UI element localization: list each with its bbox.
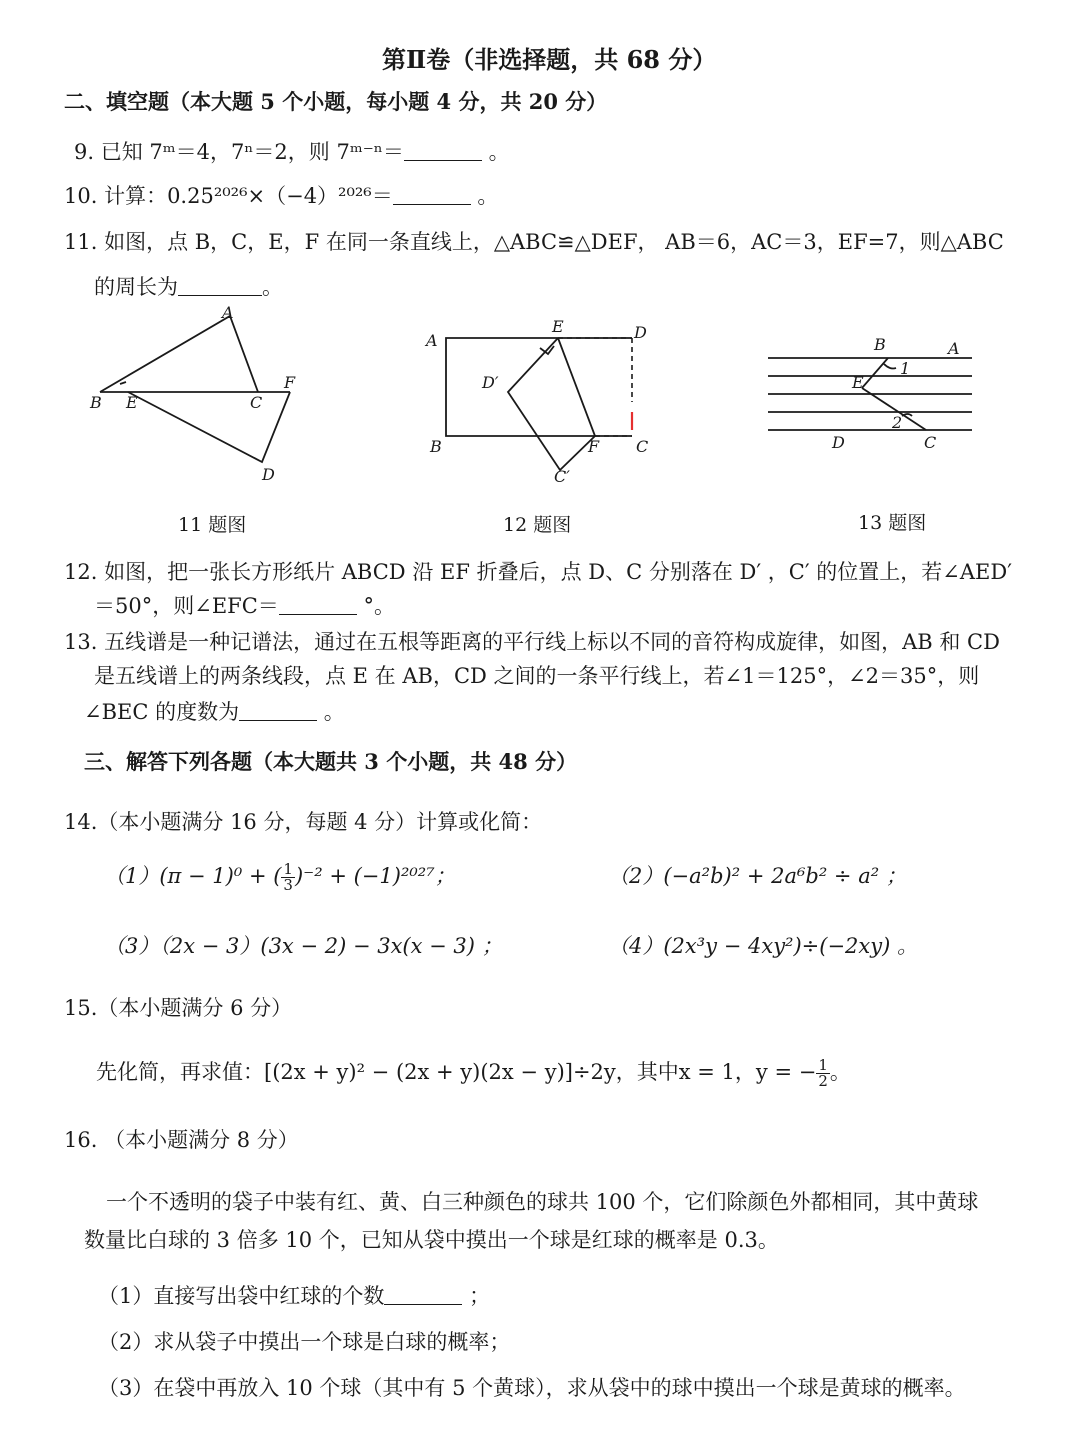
fig13-label-d: D — [832, 433, 845, 452]
question-13-line3-text: ∠BEC 的度数为 — [84, 700, 240, 724]
fig12-label-c: C — [636, 437, 649, 456]
angle-1-arc — [884, 364, 896, 369]
section-solve-heading: 三、解答下列各题（本大题共 3 个小题，共 48 分） — [84, 749, 578, 774]
question-11-end: 。 — [262, 275, 283, 299]
fig13-label-e: E — [852, 373, 864, 392]
folded-part — [508, 338, 595, 470]
fig11-label-a: A — [222, 303, 234, 322]
segment-be — [862, 358, 888, 388]
triangle-def — [128, 392, 290, 462]
question-14-part2 — [608, 862, 907, 890]
fig13-label-2: 2 — [892, 413, 903, 432]
fig13-label-1: 1 — [900, 359, 911, 378]
fig12-label-e: E — [552, 317, 564, 336]
fold-line-ef — [558, 338, 595, 436]
question-16-line1: 一个不透明的袋子中装有红、黄、白三种颜色的球共 100 个，它们除颜色外都相同，其中黄球 — [106, 1190, 979, 1214]
question-12-line2 — [94, 592, 395, 620]
question-10-text: 10. 计算：0.25²⁰²⁶×（−4）²⁰²⁶＝ — [64, 184, 393, 208]
fraction-one-third — [281, 862, 295, 893]
question-16-part1-text: （1）直接写出袋中红球的个数 — [98, 1284, 385, 1308]
question-10-end: 。 — [477, 184, 499, 208]
fraction-numerator: 1 — [818, 1056, 828, 1074]
fig12-label-f: F — [588, 437, 600, 456]
fig13-label-c: C — [924, 433, 937, 452]
question-9-end: 。 — [488, 140, 510, 164]
question-14-head: 14.（本小题满分 16 分，每题 4 分）计算或化简： — [64, 810, 543, 834]
question-15-body-text: 先化简，再求值：[(2x + y)² − (2x + y)(2x − y)]÷2y，其中x = 1，y = − — [96, 1060, 817, 1084]
question-14-part3 — [104, 932, 503, 960]
q14-p3: （3）（2x − 3）(3x − 2) − 3x(x − 3) ； — [104, 934, 503, 958]
answer-blank-13[interactable] — [239, 698, 317, 721]
figure-12 — [420, 312, 660, 492]
fraction-numerator: 1 — [283, 860, 293, 878]
answer-blank-9[interactable] — [404, 138, 482, 161]
fig12-label-c-prime: C′ — [554, 467, 570, 486]
fig11-label-d: D — [262, 465, 275, 484]
question-15-body — [96, 1058, 851, 1089]
figure-13-caption: 13 题图 — [858, 512, 927, 534]
figure-11 — [80, 300, 320, 490]
figure-12-caption: 12 题图 — [503, 514, 572, 536]
answer-blank-10[interactable] — [393, 182, 471, 205]
question-11-line1: 11. 如图，点 B，C，E，F 在同一条直线上，△ABC≌△DEF， AB＝6，AC＝3，EF=7，则△ABC — [64, 230, 1004, 254]
question-14-part4 — [608, 932, 918, 960]
fig12-label-d: D — [634, 323, 647, 342]
answer-blank-11[interactable] — [178, 273, 262, 296]
fig12-label-b: B — [430, 437, 442, 456]
question-13-line1: 13. 五线谱是一种记谱法，通过在五根等距离的平行线上标以不同的音符构成旋律，如图，AB 和 CD — [64, 630, 1000, 654]
question-12-line1: 12. 如图，把一张长方形纸片 ABCD 沿 EF 折叠后，点 D、C 分别落在 D′ ，C′ 的位置上，若∠AED′ — [64, 560, 1012, 584]
answer-blank-12[interactable] — [279, 592, 357, 615]
question-15-head: 15.（本小题满分 6 分） — [64, 996, 293, 1020]
question-16-part1-end: ； — [469, 1284, 491, 1308]
angle-2-arc — [902, 414, 912, 416]
fig11-label-e: E — [126, 393, 138, 412]
question-11-line2-text: 的周长为 — [94, 275, 178, 299]
fig12-label-a: A — [426, 331, 438, 350]
question-14-part1 — [104, 862, 456, 893]
figure-11-caption: 11 题图 — [178, 514, 247, 536]
question-16-line2: 数量比白球的 3 倍多 10 个，已知从袋中摸出一个球是红球的概率是 0.3。 — [84, 1228, 779, 1252]
answer-blank-16-1[interactable] — [384, 1282, 462, 1305]
q14-p1-b: )⁻² + (−1)²⁰²⁷； — [294, 864, 456, 888]
question-12-end: °。 — [363, 594, 395, 618]
fig12-label-d-prime: D′ — [482, 373, 499, 392]
question-16-part1 — [98, 1282, 490, 1310]
q14-p2: （2）(−a²b)² + 2a⁶b² ÷ a² ； — [608, 864, 907, 888]
fraction-one-half — [816, 1058, 830, 1089]
q14-p4: （4）(2x³y − 4xy²)÷(−2xy) 。 — [608, 934, 918, 958]
page-title: 第Ⅱ卷（非选择题，共 68 分） — [382, 45, 717, 74]
question-16-part2: （2）求从袋子中摸出一个球是白球的概率； — [98, 1330, 511, 1354]
question-9-text: 9. 已知 7ᵐ＝4，7ⁿ＝2，则 7ᵐ⁻ⁿ＝ — [74, 140, 404, 164]
question-10 — [64, 182, 498, 210]
section-fill-in-heading: 二、填空题（本大题 5 个小题，每小题 4 分，共 20 分） — [64, 89, 608, 114]
rectangle-abcd — [446, 338, 632, 436]
tick-mark — [120, 382, 126, 384]
fig13-label-a: A — [948, 339, 960, 358]
fig11-label-c: C — [250, 393, 263, 412]
fraction-denominator: 2 — [818, 1072, 828, 1090]
question-9 — [74, 138, 510, 166]
question-15-end: 。 — [829, 1060, 851, 1084]
figure-13 — [760, 330, 990, 470]
question-11-line2 — [94, 273, 283, 301]
question-16-head: 16. （本小题满分 8 分） — [64, 1128, 299, 1152]
fraction-denominator: 3 — [283, 876, 293, 894]
fig11-label-f: F — [284, 373, 296, 392]
question-13-end: 。 — [323, 700, 345, 724]
triangle-abc — [100, 316, 258, 392]
q14-p1-a: （1）(π − 1)⁰ + ( — [104, 864, 282, 888]
fig11-label-b: B — [90, 393, 102, 412]
fig13-label-b: B — [874, 335, 886, 354]
question-16-part3: （3）在袋中再放入 10 个球（其中有 5 个黄球），求从袋中的球中摸出一个球是黄球的概率。 — [98, 1376, 966, 1400]
question-13-line2: 是五线谱上的两条线段，点 E 在 AB，CD 之间的一条平行线上，若∠1＝125°，∠2＝35°，则 — [94, 664, 980, 688]
question-13-line3 — [84, 698, 345, 726]
question-12-line2-text: ＝50°，则∠EFC＝ — [94, 594, 279, 618]
